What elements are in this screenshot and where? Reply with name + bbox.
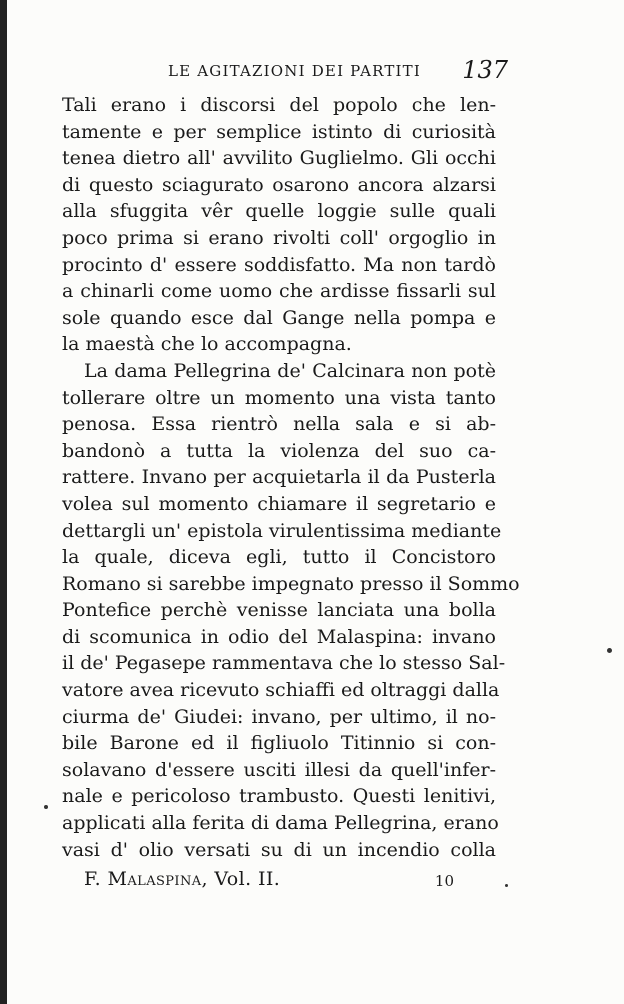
text-line: procinto d' essere soddisfatto. Ma non tardò [62,253,496,276]
text-line: ciurma de' Giudei: invano, per ultimo, il no- [62,705,496,728]
running-title: LE AGITAZIONI DEI PARTITI [168,62,422,80]
text-line: bile Barone ed il figliuolo Titinnio si con- [62,732,496,755]
text-line: solavano d'essere usciti illesi da quell'infer- [62,758,496,781]
text-line: la quale, diceva egli, tutto il Concistoro [62,546,496,569]
text-line: di scomunica in odio del Malaspina: invano [62,625,496,648]
paper-speck [44,805,48,809]
signature-initial: F. [84,868,108,890]
text-line: tamente e per semplice istinto di curiosità [62,120,496,143]
text-line: a chinarli come uomo che ardisse fissarli sul [62,280,496,303]
text-line: vasi d' olio versati su di un incendio colla [62,838,496,861]
binding-edge [0,0,7,1004]
page-footer [84,868,454,898]
signature-name: Malaspina [107,868,202,890]
page-header [168,56,508,88]
paragraph-start-line: La dama Pellegrina de' Calcinara non potè [84,359,496,382]
text-line: sole quando esce dal Gange nella pompa e [62,306,496,329]
sheet-number: 10 [434,872,454,890]
text-line: poco prima si erano rivolti coll' orgoglio in [62,226,496,249]
body-text [62,92,520,863]
text-line: dettargli un' epistola virulentissima mediante [62,519,502,542]
text-line: penosa. Essa rientrò nella sala e si ab- [62,413,496,436]
paper-speck [505,884,508,887]
paper-speck [607,648,612,653]
paragraph-end-line: la maestà che lo accompagna. [62,333,352,356]
text-line: tollerare oltre un momento una vista tanto [62,386,496,409]
text-line: bandonò a tutta la violenza del suo ca- [62,439,496,462]
text-line: rattere. Invano per acquietarla il da Pusterla [62,466,496,489]
text-line: Tali erano i discorsi del popolo che len- [62,94,496,116]
text-line: vatore avea ricevuto schiaffi ed oltraggi dalla [62,679,500,702]
page-number: 137 [462,56,508,84]
text-line: di questo sciagurato osarono ancora alzarsi [62,173,496,196]
text-line: nale e pericoloso trambusto. Questi lenitivi, [62,785,496,808]
text-line: applicati alla ferita di dama Pellegrina, erano [62,812,499,835]
text-line: alla sfuggita vêr quelle loggie sulle quali [62,200,496,223]
signature-volume: , Vol. II. [201,868,281,890]
text-line: volea sul momento chiamare il segretario e [62,492,496,515]
signature-mark [84,868,280,890]
text-line: tenea dietro all' avvilito Guglielmo. Gli occhi [62,147,496,170]
text-line: Pontefice perchè venisse lanciata una bolla [62,599,496,622]
text-line: Romano si sarebbe impegnato presso il Sommo [62,572,520,595]
text-line: il de' Pegasepe rammentava che lo stesso Sal- [62,652,506,675]
